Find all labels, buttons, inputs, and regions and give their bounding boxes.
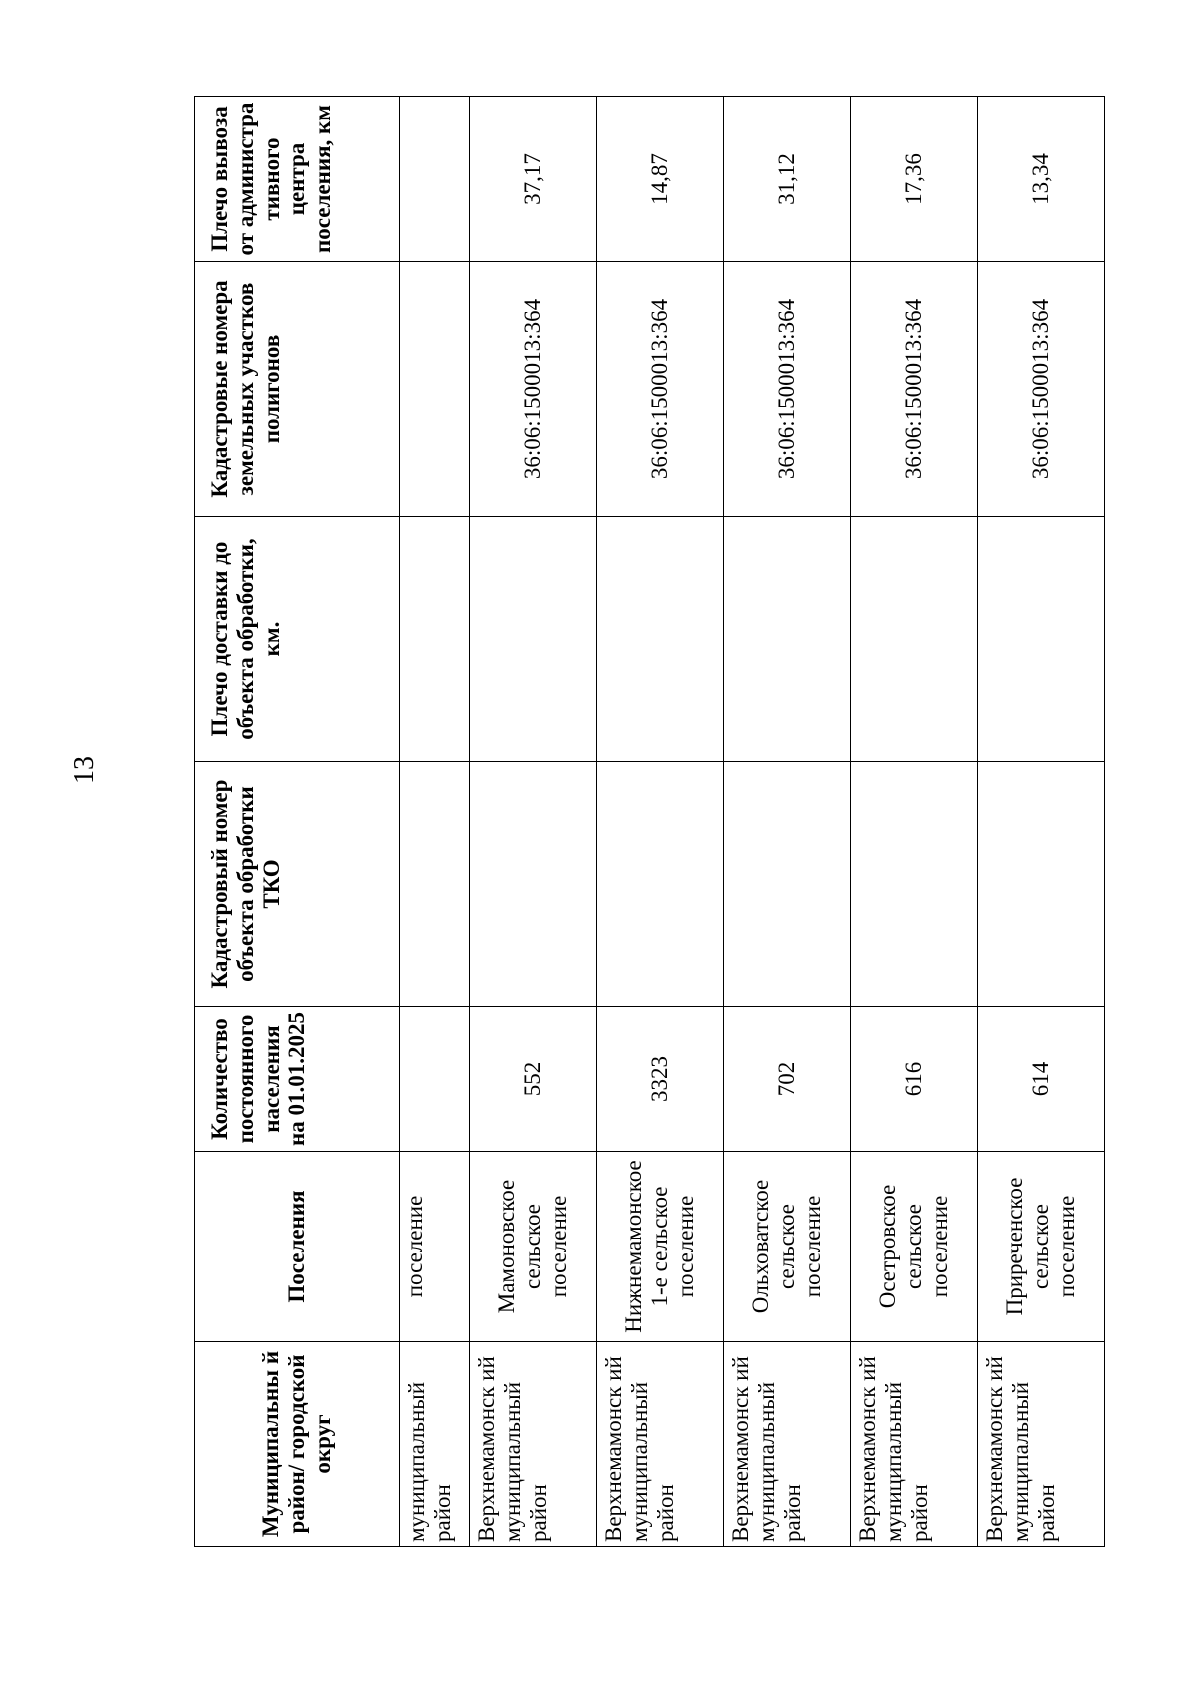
- cell-removal-distance: 37,17: [470, 97, 597, 262]
- header-removal-distance: Плечо вывоза от администра тивного центра поселения, км: [195, 97, 400, 262]
- header-settlement: Поселения: [195, 1152, 400, 1342]
- cell-district: муниципальный район: [400, 1342, 470, 1547]
- header-processing-cadastral: Кадастровый номер объекта обработки ТКО: [195, 762, 400, 1007]
- cell-processing-cadastral: [724, 762, 851, 1007]
- cell-population: 3323: [597, 1007, 724, 1152]
- cell-settlement: Осетровское сельское поселение: [851, 1152, 978, 1342]
- header-district: Муниципальны й район/ городской округ: [195, 1342, 400, 1547]
- cell-removal-distance: 17,36: [851, 97, 978, 262]
- cell-landfill-cadastral: 36:06:1500013:364: [470, 262, 597, 517]
- header-population: Количество постоянного населения на 01.01.2025: [195, 1007, 400, 1152]
- cell-population: 614: [978, 1007, 1105, 1152]
- page-number: 13: [69, 756, 100, 784]
- cell-delivery-distance: [597, 517, 724, 762]
- cell-population: [400, 1007, 470, 1152]
- header-delivery-distance: Плечо доставки до объекта обработки, км.: [195, 517, 400, 762]
- cell-removal-distance: 14,87: [597, 97, 724, 262]
- cell-delivery-distance: [400, 517, 470, 762]
- table-row: [724, 97, 851, 1547]
- cell-settlement: поселение: [400, 1152, 470, 1342]
- cell-population: 616: [851, 1007, 978, 1152]
- cell-district: Верхнемамонск ий муниципальный район: [724, 1342, 851, 1547]
- cell-settlement: Мамоновское сельское поселение: [470, 1152, 597, 1342]
- cell-processing-cadastral: [470, 762, 597, 1007]
- table-row: [597, 97, 724, 1547]
- settlements-table: [194, 96, 1105, 1547]
- cell-processing-cadastral: [851, 762, 978, 1007]
- cell-processing-cadastral: [597, 762, 724, 1007]
- cell-removal-distance: 31,12: [724, 97, 851, 262]
- cell-district: Верхнемамонск ий муниципальный район: [470, 1342, 597, 1547]
- cell-delivery-distance: [470, 517, 597, 762]
- cell-district: Верхнемамонск ий муниципальный район: [978, 1342, 1105, 1547]
- cell-landfill-cadastral: 36:06:1500013:364: [851, 262, 978, 517]
- rotated-table-area: [194, 97, 1200, 1542]
- table-header-row: [195, 97, 400, 1547]
- cell-delivery-distance: [724, 517, 851, 762]
- cell-district: Верхнемамонск ий муниципальный район: [851, 1342, 978, 1547]
- cell-landfill-cadastral: [400, 262, 470, 517]
- cell-removal-distance: 13,34: [978, 97, 1105, 262]
- cell-settlement: Нижнемамонское 1-е сельское поселение: [597, 1152, 724, 1342]
- cell-population: 552: [470, 1007, 597, 1152]
- cell-settlement: Ольховатское сельское поселение: [724, 1152, 851, 1342]
- rotated-table-frame: [194, 97, 1104, 1547]
- cell-removal-distance: [400, 97, 470, 262]
- cell-district: Верхнемамонск ий муниципальный район: [597, 1342, 724, 1547]
- cell-processing-cadastral: [400, 762, 470, 1007]
- cell-processing-cadastral: [978, 762, 1105, 1007]
- cell-landfill-cadastral: 36:06:1500013:364: [597, 262, 724, 517]
- cell-delivery-distance: [978, 517, 1105, 762]
- table-row: [400, 97, 470, 1547]
- header-landfill-cadastral: Кадастровые номера земельных участков полигонов: [195, 262, 400, 517]
- cell-delivery-distance: [851, 517, 978, 762]
- cell-landfill-cadastral: 36:06:1500013:364: [724, 262, 851, 517]
- table-row: [978, 97, 1105, 1547]
- cell-landfill-cadastral: 36:06:1500013:364: [978, 262, 1105, 517]
- cell-population: 702: [724, 1007, 851, 1152]
- table-row: [470, 97, 597, 1547]
- table-row: [851, 97, 978, 1547]
- cell-settlement: Приреченское сельское поселение: [978, 1152, 1105, 1342]
